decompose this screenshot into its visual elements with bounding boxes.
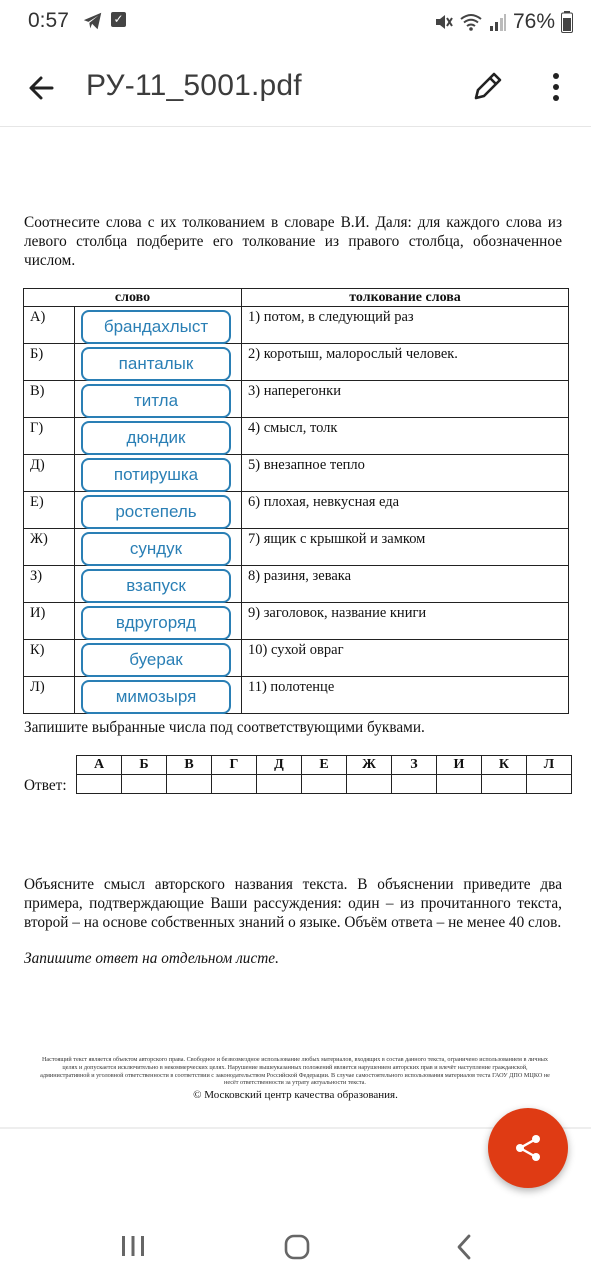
answer-letter: Г (212, 756, 257, 775)
pencil-icon[interactable] (468, 68, 506, 106)
table-row (24, 418, 569, 455)
table-row (24, 566, 569, 603)
word-cell (75, 566, 242, 603)
task-instruction: Соотнесите слова с их толкованием в словаре В.И. Даля: для каждого слова из левого столбца подберите его толкование из правого столбца, обозначенное числом. (24, 214, 562, 269)
answer-cell (347, 775, 392, 794)
answer-letter: Ж (347, 756, 392, 775)
word-cell (75, 381, 242, 418)
answer-letter: З (392, 756, 437, 775)
task-2-note: Запишите ответ на отдельном листе. (24, 950, 279, 967)
status-bar (0, 0, 591, 44)
row-letter: З) (24, 566, 75, 603)
table-row (24, 492, 569, 529)
answer-cell (527, 775, 572, 794)
word-pill: взапуск (81, 569, 231, 603)
answer-letter: Д (257, 756, 302, 775)
document-title: РУ-11_5001.pdf (86, 69, 302, 102)
answer-letter: Л (527, 756, 572, 775)
answer-letters-row (77, 756, 572, 775)
word-cell (75, 418, 242, 455)
row-letter: Б) (24, 344, 75, 381)
word-pill: ростепель (81, 495, 231, 529)
definition-cell: 1) потом, в следующий раз (242, 307, 569, 344)
answer-letter: И (437, 756, 482, 775)
telegram-icon (82, 10, 104, 32)
row-letter: Е) (24, 492, 75, 529)
table-row (24, 455, 569, 492)
answer-cell (212, 775, 257, 794)
wifi-icon (459, 12, 483, 32)
row-letter: Д) (24, 455, 75, 492)
copyright-main: © Московский центр качества образования. (193, 1089, 398, 1101)
word-cell (75, 529, 242, 566)
word-cell (75, 603, 242, 640)
answer-cell (257, 775, 302, 794)
answer-letter: Б (122, 756, 167, 775)
more-vert-icon[interactable] (542, 68, 570, 106)
answer-grid (76, 755, 572, 794)
definition-cell: 10) сухой овраг (242, 640, 569, 677)
header-word: слово (24, 289, 242, 307)
word-cell (75, 677, 242, 714)
definition-cell: 8) разиня, зевака (242, 566, 569, 603)
recent-apps-icon[interactable] (118, 1234, 148, 1258)
row-letter: В) (24, 381, 75, 418)
battery-icon (561, 11, 573, 33)
word-pill: титла (81, 384, 231, 418)
word-pill: дюндик (81, 421, 231, 455)
word-pill: вдругоряд (81, 606, 231, 640)
signal-icon (489, 12, 507, 32)
table-row (24, 529, 569, 566)
word-cell (75, 307, 242, 344)
status-icons (433, 9, 573, 35)
answer-cell (392, 775, 437, 794)
word-pill: мимозыря (81, 680, 231, 714)
pdf-page (0, 127, 591, 1127)
app-bar (0, 52, 591, 127)
word-pill: буерак (81, 643, 231, 677)
word-cell (75, 640, 242, 677)
home-icon[interactable] (284, 1234, 310, 1260)
answer-cell (437, 775, 482, 794)
copyright-notice: Настоящий текст является объектом авторского права. Свободное и безвозмездное использование любых материалов, входящих в состав данного текста, ограничено использованием в личных целях и допускается исключительно в некоммерческих целях. Нарушение вышеуказанных положений является нарушением авторских прав и влечёт наступление гражданской, административной и уголовной ответственности в соответствии с законодательством Российской Федерации. В случае самостоятельного использования материалов теста ГАОУ ДПО МЦКО не несёт ответственности за утрату актуальности текста. (40, 1056, 550, 1087)
definition-cell: 6) плохая, невкусная еда (242, 492, 569, 529)
task-2-text: Объясните смысл авторского названия текста. В объяснении приведите два примера, подтверждающие Ваши рассуждения: один – из прочитанного текста, второй – на основе собственных знаний о языке. Объём ответа – не менее 40 слов. (24, 876, 562, 931)
row-letter: Л) (24, 677, 75, 714)
matching-table (23, 288, 569, 714)
definition-cell: 9) заголовок, название книги (242, 603, 569, 640)
table-row (24, 307, 569, 344)
definition-cell: 4) смысл, толк (242, 418, 569, 455)
definition-cell: 3) наперегонки (242, 381, 569, 418)
mute-icon (433, 12, 453, 32)
row-letter: Г) (24, 418, 75, 455)
word-cell (75, 344, 242, 381)
checkbox-notification-icon: ✓ (111, 12, 126, 27)
row-letter: Ж) (24, 529, 75, 566)
answer-letter: В (167, 756, 212, 775)
definition-cell: 5) внезапное тепло (242, 455, 569, 492)
table-row (24, 640, 569, 677)
share-icon (513, 1133, 543, 1163)
word-cell (75, 492, 242, 529)
row-letter: И) (24, 603, 75, 640)
answer-label: Ответ: (24, 777, 67, 794)
word-pill: сундук (81, 532, 231, 566)
back-arrow-icon[interactable] (22, 68, 62, 108)
definition-cell: 11) полотенце (242, 677, 569, 714)
status-time: 0:57 (28, 9, 69, 32)
share-button[interactable] (488, 1108, 568, 1188)
table-header-row (24, 289, 569, 307)
table-row (24, 381, 569, 418)
word-pill: брандахлыст (81, 310, 231, 344)
system-nav-bar (0, 1214, 591, 1280)
answer-cell (77, 775, 122, 794)
write-prompt: Запишите выбранные числа под соответствующими буквами. (24, 719, 425, 736)
table-row (24, 677, 569, 714)
row-letter: К) (24, 640, 75, 677)
definition-cell: 2) коротыш, малорослый человек. (242, 344, 569, 381)
answer-cell (482, 775, 527, 794)
word-pill: потирушка (81, 458, 231, 492)
battery-level: 76% (512, 10, 555, 33)
definition-cell: 7) ящик с крышкой и замком (242, 529, 569, 566)
table-row (24, 603, 569, 640)
answer-letter: А (77, 756, 122, 775)
header-meaning: толкование слова (242, 289, 569, 307)
answer-cell (167, 775, 212, 794)
word-pill: панталык (81, 347, 231, 381)
answer-letter: Е (302, 756, 347, 775)
answer-cell (302, 775, 347, 794)
row-letter: А) (24, 307, 75, 344)
answer-letter: К (482, 756, 527, 775)
table-row (24, 344, 569, 381)
nav-back-icon[interactable] (454, 1233, 474, 1261)
answer-values-row (77, 775, 572, 794)
answer-cell (122, 775, 167, 794)
word-cell (75, 455, 242, 492)
